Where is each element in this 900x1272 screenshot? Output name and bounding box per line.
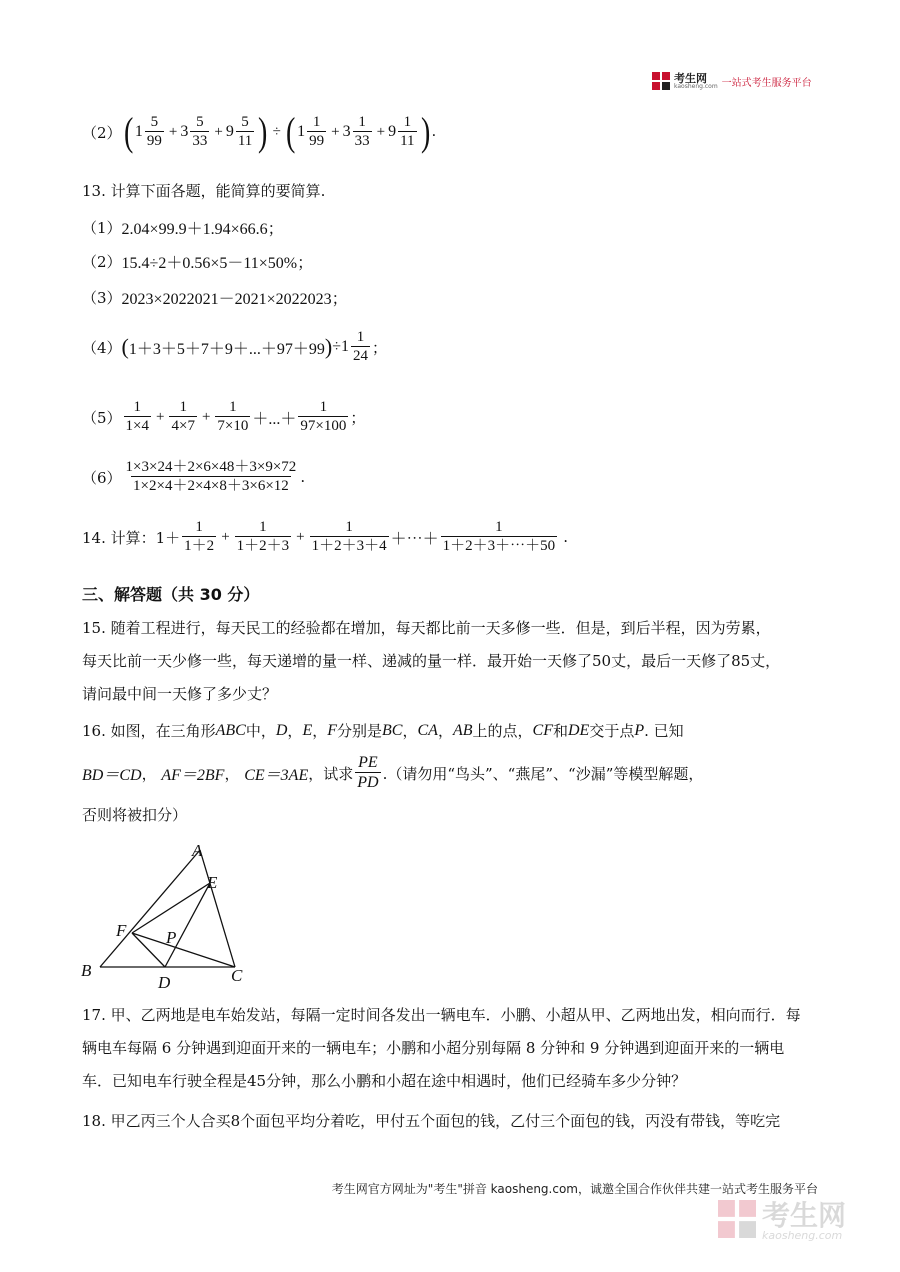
label-p: P xyxy=(166,928,177,947)
label-f: F xyxy=(116,921,127,940)
label-c: C xyxy=(231,966,243,985)
q12-frac-e: $\frac{1}{33}$ xyxy=(354,114,370,149)
watermark-url: kaosheng.com xyxy=(762,1228,843,1242)
label-e: E xyxy=(207,873,218,892)
q13-part1: （1） 2.04×99.9＋1.94×66.6； xyxy=(82,219,284,238)
q13-title: 13. 计算下面各题，能简算的要简算. xyxy=(82,182,326,200)
q13-part3: （3） 2023×2022021－2021×2022023； xyxy=(82,289,348,308)
q13-part6: （6） $\frac{1\times 3\times 24+2\times 6\times 48+3\times 9\times 72}{1\times 2\times 4+2\times 4\times 8+3\times 6\times 12}$ . xyxy=(82,459,306,494)
segment-fe xyxy=(132,883,210,933)
header-slogan: 一站式考生服务平台 xyxy=(721,77,812,89)
q12-frac-a: $\frac{5}{99}$ xyxy=(146,114,162,149)
triangle-figure xyxy=(78,836,258,996)
watermark-name: 考生网 xyxy=(762,1198,847,1232)
section-title: 三、解答题（共 30 分） xyxy=(82,585,260,604)
q13-part2: （2） 15.4÷2＋0.56×5－11×50%； xyxy=(82,253,314,272)
q12-part2: （2） ( 1 $\frac{5}{99}$ + 3 $\frac{5}{33}$ + 9 $\frac{5}{11}$ ) ÷ ( 1 $\frac{1}{99}$ + 3 $\frac{1}{33}$ + 9 $\frac{1}{11}$ ) . xyxy=(82,109,436,154)
q12-a-whole: 1 xyxy=(134,123,143,140)
segment-ab xyxy=(100,850,200,967)
left-paren: ( xyxy=(285,109,296,154)
segment-de xyxy=(165,883,210,967)
kaosheng-logo-icon xyxy=(652,72,670,90)
q13-p4-frac: $\frac{1}{24}$ xyxy=(353,329,368,364)
q18: 18. 甲乙丙三个人合买8个面包平均分着吃，甲付五个面包的钱，乙付三个面包的钱，丙没有带钱，等吃完 xyxy=(82,1112,781,1130)
segment-ac xyxy=(200,850,235,967)
q17: 17. 甲、乙两地是电车始发站，每隔一定时间各发出一辆电车．小鹏、小超从甲、乙两地出发，相向而行．每 辆电车每隔 6 分钟遇到迎面开来的一辆电车；小鹏和小超分别每隔 8 分钟和 9 分钟遇到迎面开来的一辆电 车．已知电车行驶全程是45分钟，那么小鹏和小超在途中相遇时，他们已经骑车多少分钟？ xyxy=(82,1006,801,1090)
left-paren: ( xyxy=(123,109,133,154)
q12-part2-label: （2） xyxy=(82,123,122,142)
logo-url: kaosheng.com xyxy=(674,82,718,90)
q12-frac-b: $\frac{5}{33}$ xyxy=(192,114,208,149)
label-b: B xyxy=(81,961,92,980)
segment-fc xyxy=(132,933,235,967)
q15: 15. 随着工程进行，每天民工的经验都在增加，每天都比前一天多修一些．但是，到后半程，因为劳累， 每天比前一天少修一些，每天递增的量一样、递减的量一样．最开始一天修了50丈，最后一天修了85丈， 请问最中间一天修了多少丈？ xyxy=(82,619,781,703)
q13-part4: （4） ( 1＋3＋5＋7＋9＋...＋97＋99 ) ÷1 $\frac{1}{24}$ ； xyxy=(82,329,388,364)
q13-part5: （5） $\frac{1}{1\times 4}$ + $\frac{1}{4\times 7}$ + $\frac{1}{7\times 10}$ ＋...＋ $\frac{1}{97\times 100}$ ； xyxy=(82,399,366,434)
q12-frac-d: $\frac{1}{99}$ xyxy=(309,114,325,149)
label-a: A xyxy=(192,841,203,860)
q12-f-whole: 9 xyxy=(388,123,397,140)
q12-b-whole: 3 xyxy=(180,123,189,140)
logo-name: 考生网 xyxy=(674,71,707,85)
q12-frac-f: $\frac{1}{11}$ xyxy=(400,114,415,149)
q14: 14. 计算：1＋ $\frac{1}{1+2}$ + $\frac{1}{1+2+3}$ + $\frac{1}{1+2+3+4}$ ＋⋯＋ $\frac{1}{1+2+3+\cdots+50}$ . xyxy=(82,519,568,554)
watermark xyxy=(718,1200,846,1242)
q16-ratio: $\frac{PE}{PD}$ xyxy=(357,754,379,791)
watermark-logo-icon xyxy=(718,1200,756,1242)
right-paren: ) xyxy=(258,109,268,154)
q12-c-whole: 9 xyxy=(225,123,234,140)
header-brand xyxy=(652,72,812,90)
footer-text: 考生网官方网址为"考生"拼音 kaosheng.com，诚邀全国合作伙伴共建一站式考生服务平台 xyxy=(331,1182,818,1196)
q12-d-whole: 1 xyxy=(297,123,306,140)
q12-e-whole: 3 xyxy=(342,123,351,140)
q16-line2: BD＝CD ， AF＝2BF ， CE＝3AE ，试求 $\frac{PE}{PD}$ .（请勿用“鸟头”、“燕尾”、“沙漏”等模型解题， xyxy=(82,754,704,791)
q16-line3: 否则将被扣分） xyxy=(82,806,188,824)
right-paren: ) xyxy=(420,109,430,154)
q12-frac-c: $\frac{5}{11}$ xyxy=(237,114,253,149)
label-d: D xyxy=(158,973,171,992)
q16-line1: 16. 如图，在三角形 ABC 中， D ， E ， F 分别是 BC ， CA ， AB 上的点， CF 和 DE 交于点 P . 已知 xyxy=(82,721,684,740)
